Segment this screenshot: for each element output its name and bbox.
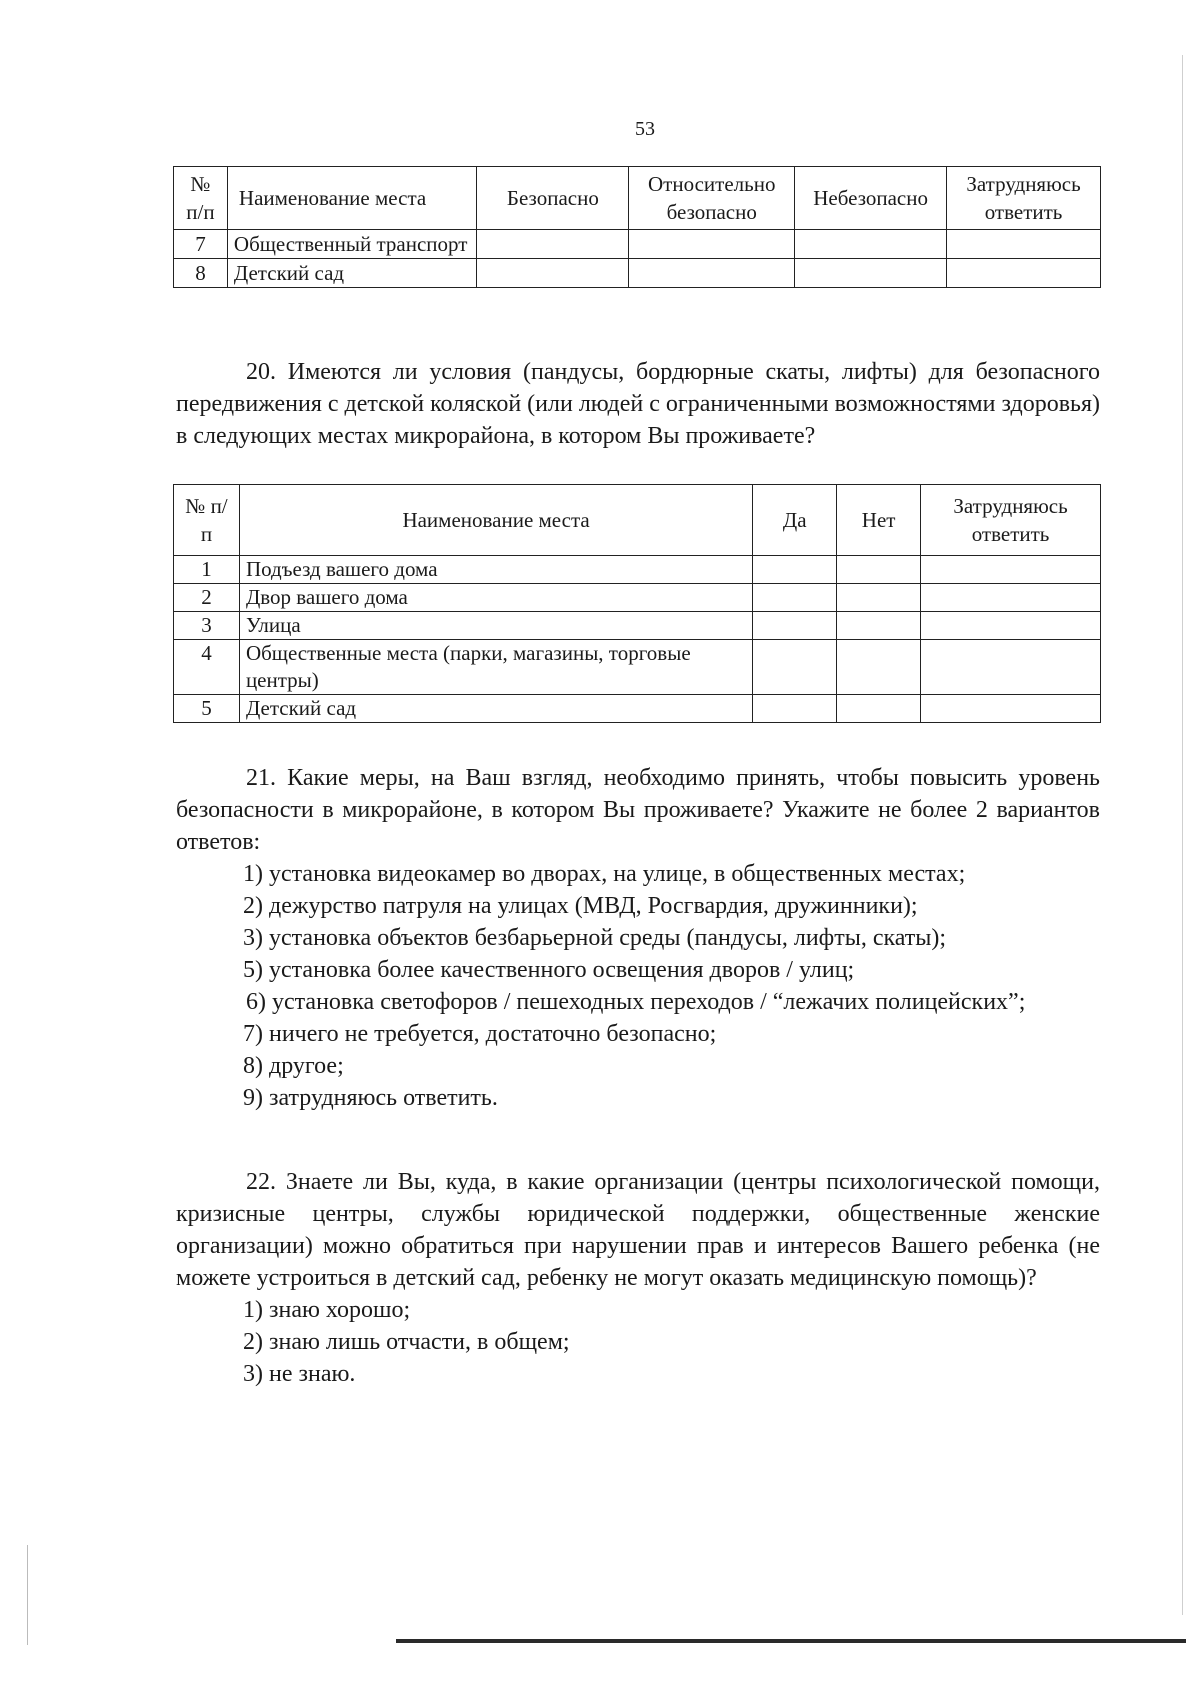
col-header-no: Нет [837, 485, 921, 556]
table-row [174, 230, 1101, 259]
row-place: Детский сад [227, 259, 477, 288]
col-header-place: Наименование места [239, 485, 752, 556]
answer-cell[interactable] [629, 259, 795, 288]
answer-option: 8) другое; [243, 1053, 344, 1079]
answer-cell[interactable] [837, 640, 921, 695]
question-text: 20. Имеются ли условия (пандусы, бордюрные скаты, лифты) для безопасного передвижения с детской коляской (или людей с ограниченными возможностями здоровья) в следующих местах микрорайона, в котором Вы проживаете? [176, 359, 1101, 449]
table-row [174, 695, 1101, 723]
answer-cell[interactable] [753, 695, 837, 723]
scan-edge-line [1182, 55, 1183, 1615]
row-place: Подъезд вашего дома [239, 556, 752, 584]
answer-cell[interactable] [477, 230, 629, 259]
row-place: Улица [239, 612, 752, 640]
page-number: 53 [635, 118, 655, 140]
answer-cell[interactable] [753, 584, 837, 612]
question-22 [176, 1166, 1100, 1390]
row-number: 4 [174, 640, 240, 695]
answer-cell[interactable] [921, 640, 1101, 695]
row-number: 8 [174, 259, 228, 288]
answer-option: 9) затрудняюсь ответить. [243, 1085, 498, 1111]
col-header-num: № п/п [174, 167, 228, 230]
table-row [174, 584, 1101, 612]
col-header-hard-to-answer: Затрудняюсь ответить [921, 485, 1101, 556]
scan-edge-line [27, 1545, 28, 1645]
answer-option: 6) установка светофоров / пешеходных переходов / “лежачих полицейских”; [246, 989, 1026, 1015]
answer-cell[interactable] [921, 695, 1101, 723]
answer-cell[interactable] [837, 556, 921, 584]
row-place: Детский сад [239, 695, 752, 723]
answer-cell[interactable] [753, 556, 837, 584]
accessibility-table [173, 484, 1101, 723]
col-header-unsafe: Небезопасно [795, 167, 947, 230]
row-number: 7 [174, 230, 228, 259]
table-row [174, 259, 1101, 288]
answer-cell[interactable] [795, 230, 947, 259]
answer-option: 5) установка более качественного освещения дворов / улиц; [243, 957, 855, 983]
col-header-safe: Безопасно [477, 167, 629, 230]
row-place: Общественный транспорт [227, 230, 477, 259]
question-21 [176, 762, 1100, 1114]
safety-table [173, 166, 1101, 288]
answer-cell[interactable] [947, 259, 1101, 288]
row-place: Двор вашего дома [239, 584, 752, 612]
answer-cell[interactable] [921, 612, 1101, 640]
answer-cell[interactable] [753, 612, 837, 640]
answer-cell[interactable] [947, 230, 1101, 259]
table-row [174, 640, 1101, 695]
answer-cell[interactable] [477, 259, 629, 288]
question-text: 21. Какие меры, на Ваш взгляд, необходимо принять, чтобы повысить уровень безопасности в микрорайоне, в котором Вы проживаете? Укажите не более 2 вариантов ответов: [176, 765, 1100, 855]
question-20 [176, 356, 1100, 452]
col-header-place: Наименование места [227, 167, 477, 230]
col-header-yes: Да [753, 485, 837, 556]
answer-option: 3) установка объектов безбарьерной среды (пандусы, лифты, скаты); [243, 925, 947, 951]
answer-cell[interactable] [837, 695, 921, 723]
col-header-num: № п/п [174, 485, 240, 556]
answer-cell[interactable] [837, 584, 921, 612]
row-number: 3 [174, 612, 240, 640]
row-number: 2 [174, 584, 240, 612]
answer-cell[interactable] [629, 230, 795, 259]
answer-option: 3) не знаю. [243, 1361, 356, 1387]
answer-option: 2) знаю лишь отчасти, в общем; [243, 1329, 570, 1355]
col-header-relatively-safe: Относительно безопасно [629, 167, 795, 230]
question-text: 22. Знаете ли Вы, куда, в какие организации (центры психологической помощи, кризисные центры, службы юридической поддержки, общественные женские организации) можно обратиться при нарушении прав и интересов Вашего ребенка (не можете устроиться в детский сад, ребенку не могут оказать медицинскую помощь)? [176, 1169, 1100, 1291]
row-place: Общественные места (парки, магазины, торговые центры) [239, 640, 752, 695]
answer-cell[interactable] [921, 584, 1101, 612]
table-row [174, 612, 1101, 640]
answer-option: 2) дежурство патруля на улицах (МВД, Росгвардия, дружинники); [243, 893, 918, 919]
table-header-row [174, 167, 1101, 230]
answer-cell[interactable] [795, 259, 947, 288]
answer-cell[interactable] [837, 612, 921, 640]
table-row [174, 556, 1101, 584]
bottom-rule [396, 1639, 1186, 1643]
row-number: 5 [174, 695, 240, 723]
answer-option: 1) знаю хорошо; [243, 1297, 411, 1323]
answer-cell[interactable] [921, 556, 1101, 584]
answer-option: 1) установка видеокамер во дворах, на улице, в общественных местах; [243, 861, 966, 887]
col-header-hard-to-answer: Затрудняюсь ответить [947, 167, 1101, 230]
table-header-row [174, 485, 1101, 556]
answer-option: 7) ничего не требуется, достаточно безопасно; [243, 1021, 717, 1047]
answer-cell[interactable] [753, 640, 837, 695]
row-number: 1 [174, 556, 240, 584]
